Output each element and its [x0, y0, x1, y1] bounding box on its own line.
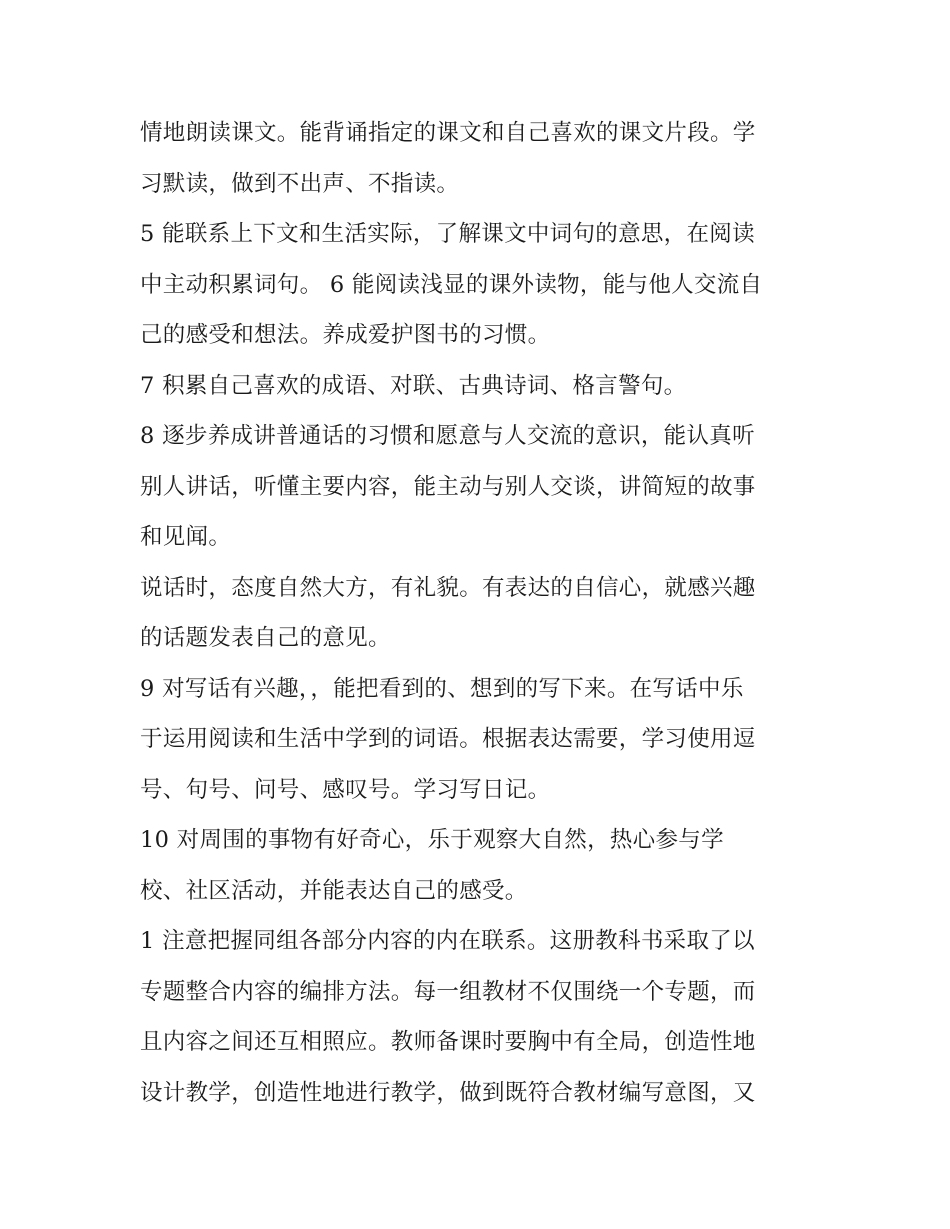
- text-line: 10 对周围的事物有好奇心，乐于观察大自然，热心参与学: [140, 827, 724, 853]
- text-line: 且内容之间还互相照应。教师备课时要胸中有全局，创造性地: [140, 1029, 756, 1055]
- text-line: 号、句号、问号、感叹号。学习写日记。: [140, 776, 551, 803]
- text-line: 5 能联系上下文和生活实际，了解课文中词句的意思，在阅读: [140, 221, 755, 247]
- text-line: 中主动积累词句。 6 能阅读浅显的课外读物，能与他人交流自: [140, 271, 763, 298]
- document-body: [140, 108, 830, 1118]
- text-line: 校、社区活动，并能表达自己的感受。: [140, 877, 528, 904]
- text-line: 于运用阅读和生活中学到的词语。根据表达需要，学习使用逗: [140, 726, 756, 752]
- text-line: 7 积累自己喜欢的成语、对联、古典诗词、格言警句。: [140, 372, 687, 399]
- text-line: 习默读，做到不出声、不指读。: [140, 170, 460, 197]
- text-line: 专题整合内容的编排方法。每一组教材不仅围绕一个专题，而: [140, 978, 756, 1005]
- text-line: 和见闻。: [140, 524, 232, 550]
- text-line: 9 对写话有兴趣，，能把看到的、想到的写下来。在写话中乐: [140, 675, 744, 702]
- text-line: 8 逐步养成讲普通话的习惯和愿意与人交流的意识，能认真听: [140, 423, 755, 449]
- text-line: 己的感受和想法。养成爱护图书的习惯。: [140, 322, 551, 348]
- text-line: 别人讲话，听懂主要内容，能主动与别人交谈，讲简短的故事: [140, 473, 756, 500]
- text-line: 设计教学，创造性地进行教学，做到既符合教材编写意图，又: [140, 1079, 756, 1106]
- text-line: 说话时，态度自然大方，有礼貌。有表达的自信心，就感兴趣: [140, 574, 756, 601]
- text-line: 的话题发表自己的意见。: [140, 625, 391, 651]
- text-line: 1 注意把握同组各部分内容的内在联系。这册教科书采取了以: [140, 928, 755, 954]
- text-line: 情地朗读课文。能背诵指定的课文和自己喜欢的课文片段。学: [140, 120, 756, 146]
